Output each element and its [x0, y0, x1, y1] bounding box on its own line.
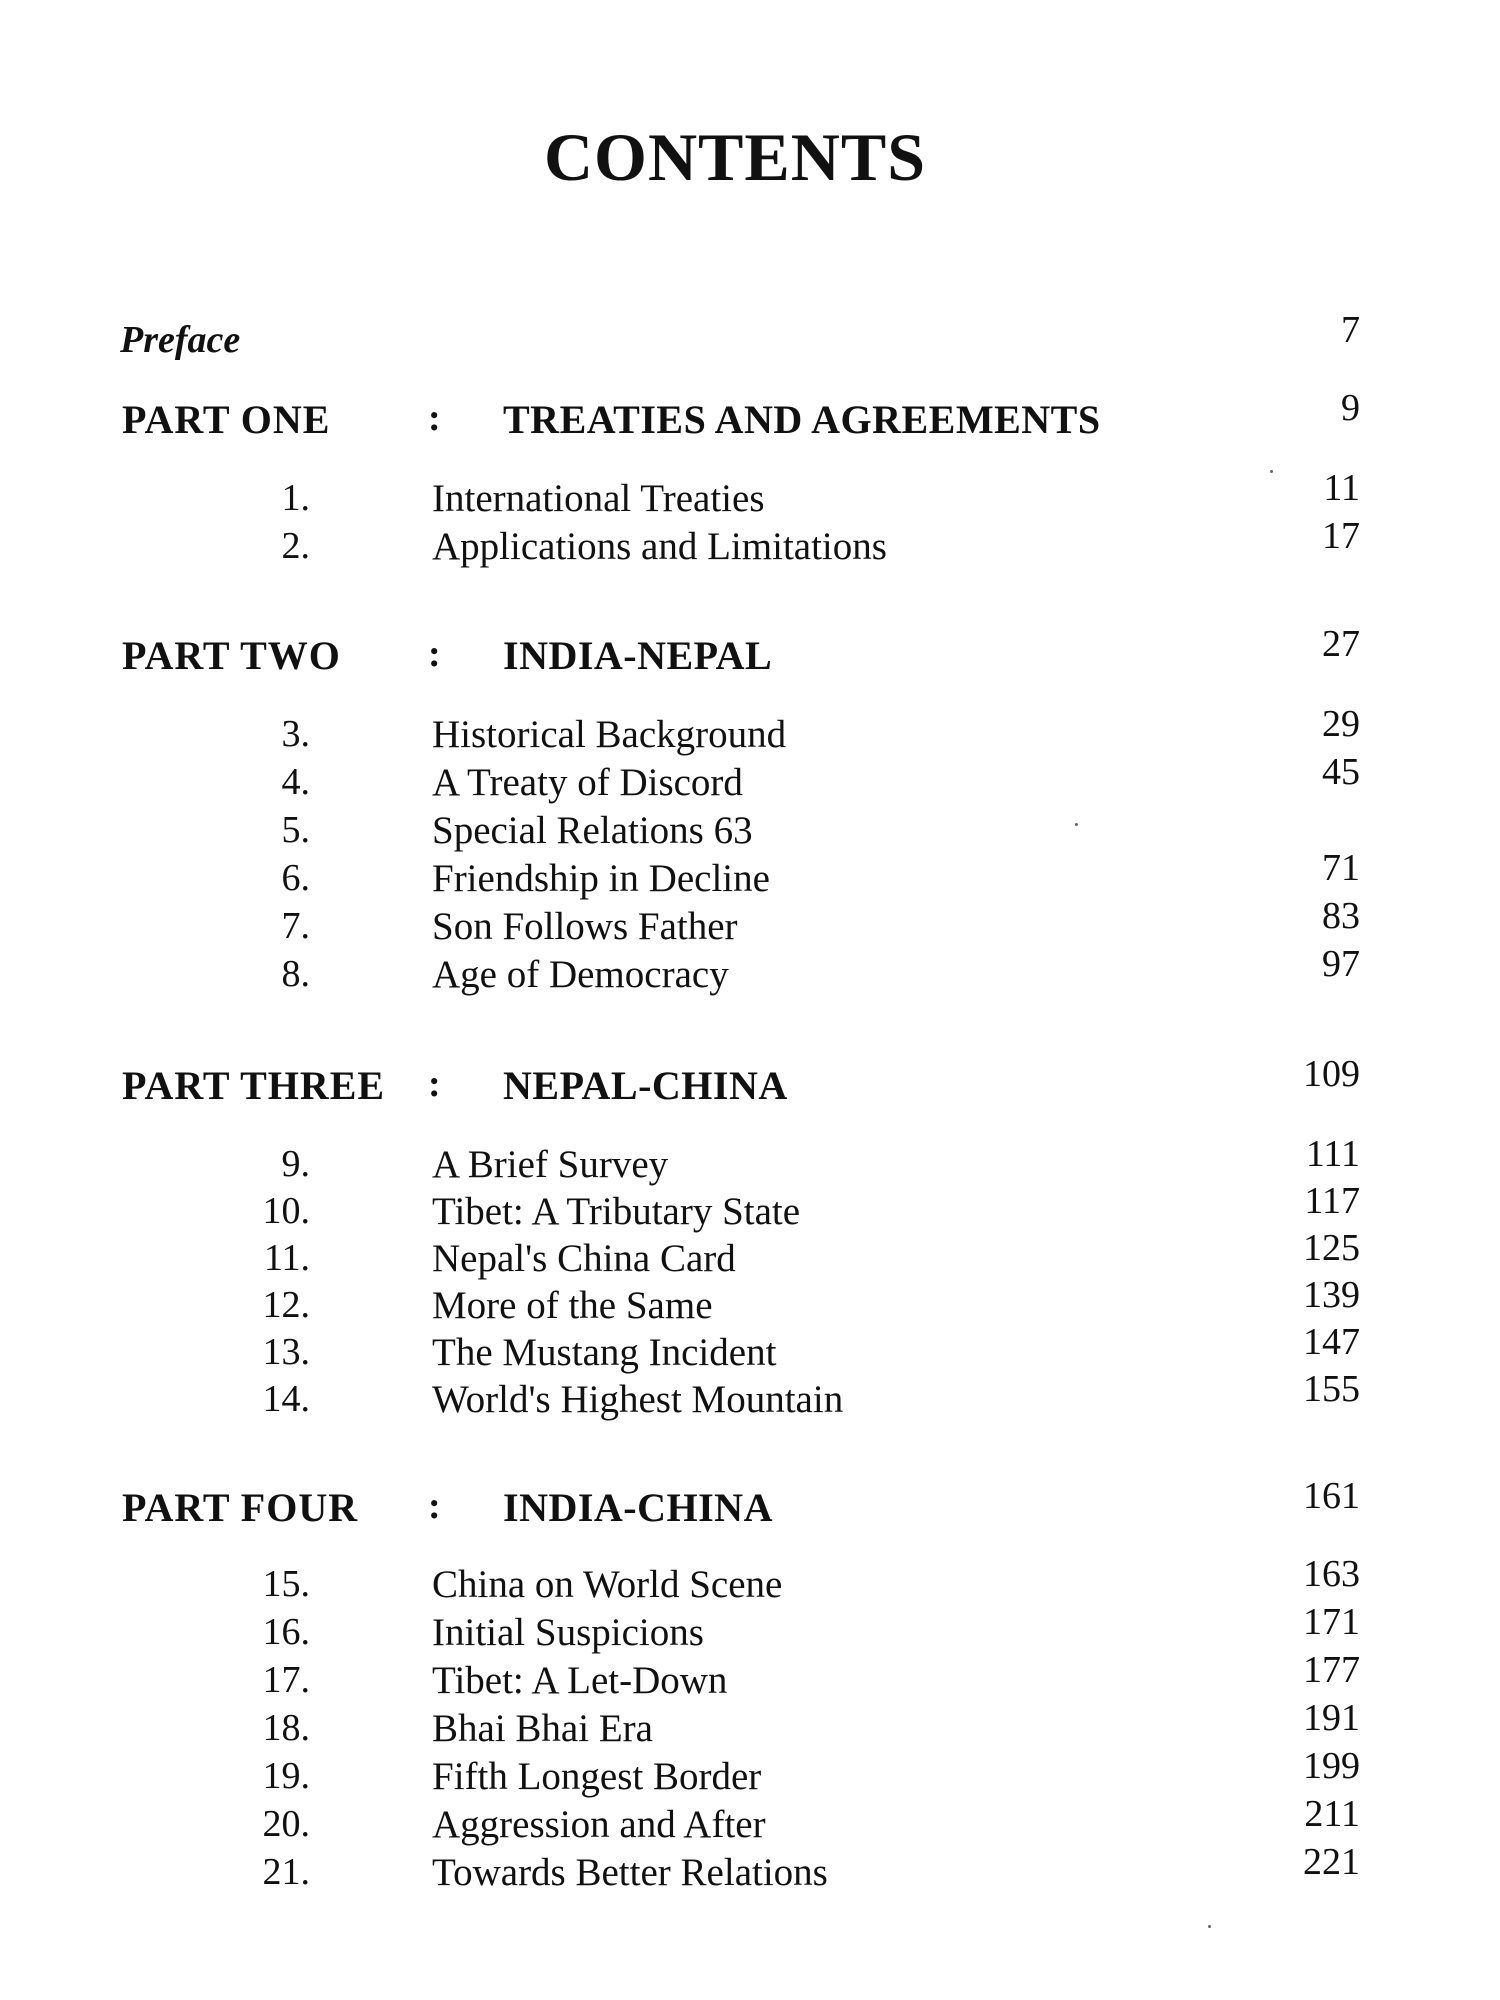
- page-number: 125: [1303, 1227, 1360, 1269]
- chapter-title: Tibet: A Let-Down: [432, 1659, 728, 1702]
- chapter-number: 17.: [262, 1659, 310, 1701]
- page-number: 139: [1303, 1274, 1360, 1316]
- chapter-number: 18.: [262, 1707, 310, 1749]
- page-number: 71: [1322, 847, 1360, 889]
- page-number: 27: [1322, 623, 1360, 665]
- page-number: 9: [1341, 387, 1360, 429]
- part-label: PART ONE: [122, 397, 331, 442]
- chapter-title: Son Follows Father: [432, 905, 738, 948]
- chapter-entry-7[interactable]: [0, 895, 1500, 952]
- page-number: 177: [1303, 1649, 1360, 1691]
- part-colon: :: [428, 1485, 441, 1527]
- chapter-entry-4[interactable]: [0, 751, 1500, 808]
- page-title: CONTENTS: [543, 119, 927, 195]
- chapter-number: 11.: [263, 1237, 310, 1279]
- part-title: TREATIES AND AGREEMENTS: [503, 397, 1101, 442]
- scan-speck: [1208, 1925, 1211, 1928]
- chapter-title: Aggression and After: [432, 1803, 766, 1846]
- chapter-entry-2[interactable]: [0, 515, 1500, 572]
- page-number: 109: [1303, 1053, 1360, 1095]
- chapter-number: 3.: [281, 713, 310, 755]
- page-number: 211: [1304, 1793, 1360, 1835]
- part-heading-three[interactable]: [0, 1053, 1500, 1110]
- page-number: 191: [1303, 1697, 1360, 1739]
- part-colon: :: [428, 633, 441, 675]
- chapter-number: 19.: [262, 1755, 310, 1797]
- chapter-title: Initial Suspicions: [432, 1611, 704, 1654]
- chapter-number: 16.: [262, 1611, 310, 1653]
- chapter-title: A Brief Survey: [432, 1143, 669, 1186]
- page-number: 199: [1303, 1745, 1360, 1787]
- chapter-title: Nepal's China Card: [432, 1237, 736, 1280]
- page-number: 45: [1322, 751, 1360, 793]
- chapter-entry-17[interactable]: [0, 1649, 1500, 1706]
- chapter-number: 15.: [262, 1563, 310, 1605]
- part-label: PART FOUR: [122, 1485, 359, 1530]
- chapter-number: 4.: [281, 761, 310, 803]
- chapter-title: More of the Same: [432, 1284, 713, 1327]
- chapter-entry-18[interactable]: [0, 1697, 1500, 1754]
- chapter-entry-20[interactable]: [0, 1793, 1500, 1850]
- chapter-number: 12.: [262, 1284, 310, 1326]
- chapter-entry-16[interactable]: [0, 1601, 1500, 1658]
- part-title: NEPAL-CHINA: [503, 1063, 788, 1108]
- page-number: 161: [1303, 1475, 1360, 1517]
- chapter-title: Historical Background: [432, 713, 787, 756]
- chapter-number: 14.: [262, 1378, 310, 1420]
- preface-label: Preface: [120, 319, 241, 361]
- chapter-number: 20.: [262, 1803, 310, 1845]
- chapter-title: World's Highest Mountain: [432, 1378, 844, 1421]
- chapter-title: International Treaties: [432, 477, 765, 520]
- chapter-title: A Treaty of Discord: [432, 761, 743, 804]
- page-number: 7: [1341, 309, 1360, 351]
- part-heading-two[interactable]: [0, 623, 1500, 680]
- scan-speck: [1075, 823, 1078, 826]
- chapter-number: 6.: [281, 857, 310, 899]
- chapter-entry-1[interactable]: [0, 467, 1500, 524]
- chapter-entry-19[interactable]: [0, 1745, 1500, 1802]
- chapter-entry-21[interactable]: [0, 1841, 1500, 1898]
- page-number: 29: [1322, 703, 1360, 745]
- part-label: PART TWO: [122, 633, 341, 678]
- chapter-entry-9[interactable]: [0, 1133, 1500, 1190]
- chapter-entry-12[interactable]: [0, 1274, 1500, 1331]
- part-heading-one[interactable]: [0, 387, 1500, 444]
- chapter-entry-14[interactable]: [0, 1368, 1500, 1425]
- chapter-entry-15[interactable]: [0, 1553, 1500, 1610]
- chapter-title: Age of Democracy: [432, 953, 729, 996]
- page-number: 17: [1322, 515, 1360, 557]
- chapter-number: 7.: [281, 905, 310, 947]
- chapter-entry-3[interactable]: [0, 703, 1500, 760]
- page-number: 11: [1323, 467, 1360, 509]
- chapter-number: 13.: [262, 1331, 310, 1373]
- chapter-entry-10[interactable]: [0, 1180, 1500, 1237]
- page-number: 171: [1303, 1601, 1360, 1643]
- chapter-title: Applications and Limitations: [432, 525, 887, 568]
- chapter-number: 8.: [281, 953, 310, 995]
- chapter-number: 1.: [281, 477, 310, 519]
- chapter-title: The Mustang Incident: [432, 1331, 777, 1374]
- page-number: 83: [1322, 895, 1360, 937]
- chapter-entry-13[interactable]: [0, 1321, 1500, 1378]
- chapter-entry-5[interactable]: [0, 808, 1500, 856]
- chapter-number: 21.: [262, 1851, 310, 1893]
- chapter-title: Bhai Bhai Era: [432, 1707, 653, 1750]
- part-title: INDIA-CHINA: [503, 1485, 773, 1530]
- page-number: 97: [1322, 943, 1360, 985]
- part-label: PART THREE: [122, 1063, 386, 1108]
- chapter-entry-6[interactable]: [0, 847, 1500, 904]
- part-colon: :: [428, 1063, 441, 1105]
- chapter-title: Friendship in Decline: [432, 857, 770, 900]
- page-number: 111: [1305, 1133, 1360, 1175]
- page-number: 221: [1303, 1841, 1360, 1883]
- part-title: INDIA-NEPAL: [503, 633, 773, 678]
- page-number: 147: [1303, 1321, 1360, 1363]
- chapter-title: China on World Scene: [432, 1563, 783, 1606]
- chapter-title: Tibet: A Tributary State: [432, 1190, 801, 1233]
- page-number: 117: [1304, 1180, 1360, 1222]
- preface-entry[interactable]: [0, 309, 1500, 366]
- part-heading-four[interactable]: [0, 1475, 1500, 1532]
- chapter-title: Towards Better Relations: [432, 1851, 828, 1894]
- page-number: 163: [1303, 1553, 1360, 1595]
- page-number: 155: [1303, 1368, 1360, 1410]
- chapter-entry-8[interactable]: [0, 943, 1500, 1000]
- part-colon: :: [428, 397, 441, 439]
- chapter-number: 10.: [262, 1190, 310, 1232]
- chapter-title: Special Relations 63: [432, 809, 753, 852]
- scan-speck: [1270, 470, 1273, 473]
- chapter-entry-11[interactable]: [0, 1227, 1500, 1284]
- chapter-number: 2.: [281, 525, 310, 567]
- chapter-number: 5.: [281, 809, 310, 851]
- chapter-number: 9.: [281, 1143, 310, 1185]
- chapter-title: Fifth Longest Border: [432, 1755, 762, 1798]
